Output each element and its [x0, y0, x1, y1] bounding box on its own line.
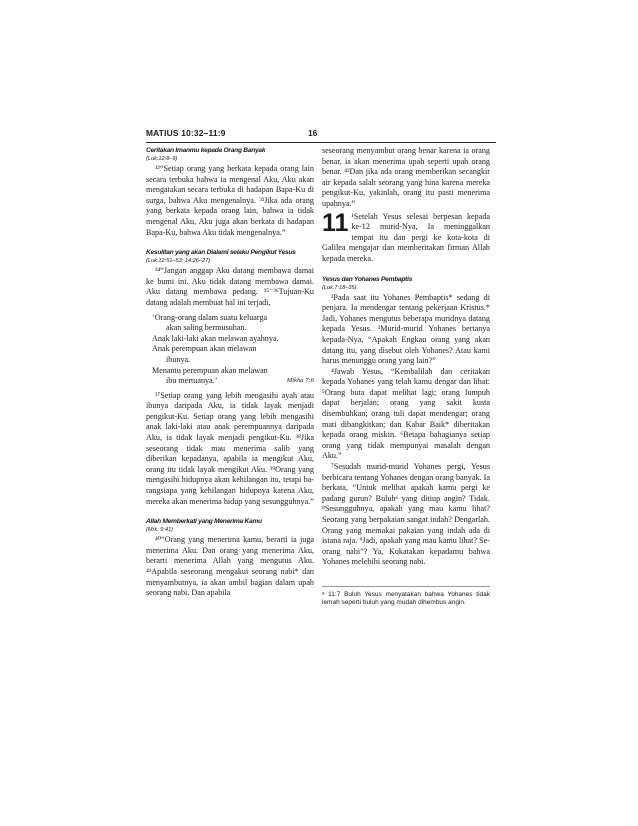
- verse-paragraph: seseorang menyambut orang benar karena ia orang benar, ia akan menerima upah seperti upah orang benar. ⁴²Dan jika ada orang memberikan secangkir air kepada salah seorang yang hina karena mereka pengikut-Ku, yakinlah, orang itu pasti menerima upahnya.”: [322, 146, 490, 208]
- poetry-line: Anak laki-laki akan melawan ayahnya.: [152, 333, 279, 343]
- verse-paragraph: ⁷Sesudah murid-murid Yohanes pergi, Yesus berbicara tentang Yohanes dengan orang banyak. Ia berkata, “Untuk melihat apakah kamu pergi ke padang gurun? Buluhᵃ yang ditiup angin? Tidak. ⁸Sesungguhnya, apakah yang mau kamu lihat? Seorang yang berpakaian sangat indah? Dengarlah. Orang yang memakai pakaian yang indah ada di istana raja. ⁹Jadi, apakah yang mau kamu lihat? Seorang nabi”? Ya, Kukatakan kepadamu bahwa Yohanes melebihi seorang nabi.: [322, 462, 490, 567]
- section-heading: Ceritakan Imanmu kepada Orang Banyak: [146, 147, 266, 154]
- page-header: [146, 128, 496, 143]
- section-reference: (Luk.12:8–9): [146, 156, 178, 162]
- bible-page: [146, 128, 496, 607]
- right-column: [322, 146, 490, 608]
- poetry-line-text: ibu mertuanya.’: [166, 376, 218, 386]
- section-heading: Kesulitan yang akan Dialami selaku Pengikut Yesus: [146, 249, 296, 257]
- verse-paragraph: ²Pada saat itu Yohanes Pembaptis* sedang di penjara. Ia mendengar tentang pekerjaan Kristus.* Jadi, Yohanes mengutus beberapa muridnya datang kepada Yesus. ³Murid-murid Yohanes bertanya kepada-Nya, “Apakah Engkau orang yang akan datang itu, yang disebut oleh Yohanes? Atau kami harus menunggu orang yang lain?”: [322, 292, 490, 366]
- poetry-line: Anak perempuan akan melawan: [152, 344, 257, 354]
- verse-paragraph: ³²“Setiap orang yang berkata kepada orang lain secara terbuka bahwa ia mengenal Aku, Aku akan mengatakan secara terbuka di hadapan Bapa-Ku di surga, bahwa Aku mengenalnya. ³³Jika ada orang yang berkata kepada orang lain, bahwa ia tidak mengenal Aku, Aku juga akan berkata di hadapan Bapa-Ku, bahwa Aku tidak mengenalnya.”: [146, 164, 314, 237]
- section-reference: (Mrk. 9:41): [146, 527, 174, 534]
- poetry-line: ibunya.: [166, 354, 191, 364]
- left-column: [146, 146, 314, 599]
- poetry-line: [152, 376, 314, 387]
- verse-text: ¹Setelah Yesus selesai berpesan kepada ke-12 murid-Nya, Ia meninggalkan tempat itu dan pergi ke kota-kota di Galilea mengajar dan memberitakan firman Allah kepada mereka.: [322, 211, 490, 263]
- poetry-line: akan saling bermusuhan.: [166, 323, 247, 333]
- chapter-number: 11: [322, 208, 349, 237]
- section-reference: (Luk.7:18–35): [322, 284, 357, 291]
- poetry-line: Menantu perempuan akan melawan: [152, 365, 268, 375]
- poetry-reference: Mikha 7:6: [286, 377, 314, 385]
- section-heading: Allah Memberkati yang Menerima Kamu: [146, 518, 262, 526]
- footnote: ᵃ 11:7 Buluh Yesus menyatakan bahwa Yohanes tidak lemah seperti buluh yang mudah dihembus angin.: [322, 586, 490, 608]
- section-heading: Yesus dan Yohanes Pembaptis: [322, 275, 413, 283]
- verse-paragraph: ³⁴“Jangan anggap Aku datang membawa damai ke bumi ini. Aku tidak datang membawa damai. Aku datang membawa pedang. ³⁵⁻³⁶Tujuan-Ku datang adalah membuat hal ini terjadi,: [146, 266, 314, 307]
- verse-paragraph: ⁴⁰“Orang yang menerima kamu, berarti ia juga menerima Aku. Dan orang yang menerima Aku, berarti menerima Allah yang mengutus Aku. ⁴¹Apabila seseorang mengakui seorang nabi* dan menyambutnya, ia akan ambil bagian dalam upah seorang nabi. Dan apabila: [146, 535, 314, 598]
- verse-paragraph: ³⁷Setiap orang yang lebih mengasihi ayah atau ibunya daripada Aku, ia tidak layak menjadi pengikut-Ku. Setiap orang yang lebih mengasihi anak laki-laki atau anak perempuannya daripada Aku, ia tidak layak menjadi pengikut-Ku. ³⁸Jika seseorang tidak mau menerima salib yang diberikan kepadanya, apabila ia mengikut Aku, orang itu tidak layak mengikut Aku. ³⁹Orang yang mengasihi hidupnya akan kehilangan itu, tetapi barangsiapa yang kehilangan hidupnya karena Aku, mereka akan menerima hidup yang sesungguhnya.”: [146, 390, 314, 506]
- section-reference: (Luk.12:51–53; 14:26–27): [146, 258, 211, 265]
- poetry-quote: [152, 313, 314, 387]
- page-number: 16: [308, 128, 318, 138]
- running-head: MATIUS 10:32–11:9: [146, 128, 226, 138]
- poetry-line: ‘Orang-orang dalam suatu keluarga: [152, 312, 268, 322]
- chapter-start-paragraph: [322, 208, 490, 265]
- verse-paragraph: ⁴Jawab Yesus, “Kembalilah dan ceritakan kepada Yohanes yang telah kamu dengar dan lihat: ⁵Orang buta dapat melihat lagi; orang lumpuh dapat berjalan; orang yang sakit kusta disembuhkan; orang tuli dapat mendengar; orang mati dibangkitkan; dan Kabar Baik* diberitakan kepada orang miskin. ⁶Betapa bahagianya setiap orang yang tidak mempunyai masalah dengan Aku.”: [322, 366, 490, 461]
